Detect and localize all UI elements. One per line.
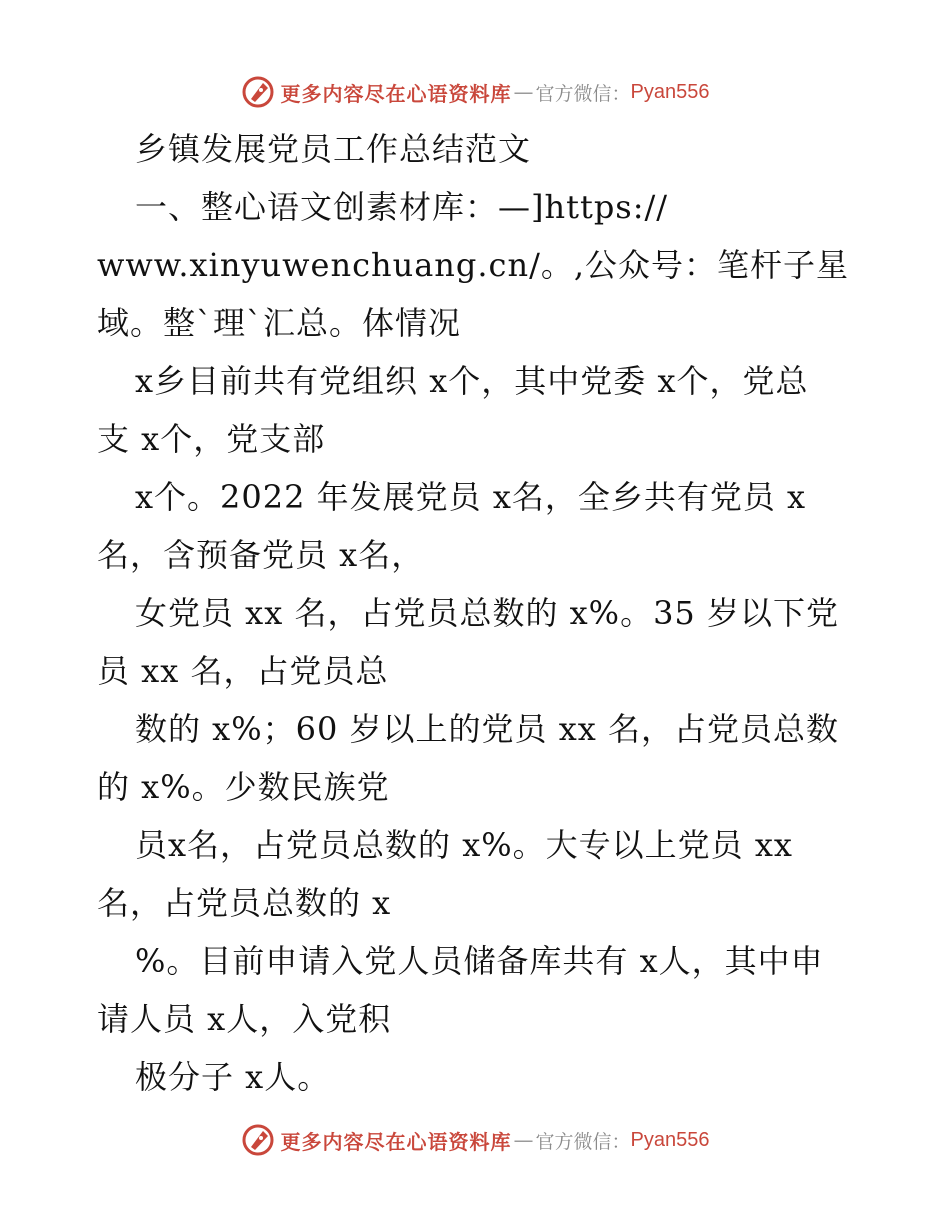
text-line: 名，占党员总数的 x [97, 884, 392, 922]
text-line: 员 xx 名，占党员总 [97, 652, 389, 690]
pen-nib-logo-icon [241, 75, 277, 109]
banner-wechat-id: Pyan556 [630, 80, 710, 103]
text-line: 数的 x%；60 岁以上的党员 xx 名，占党员总数 [135, 710, 839, 748]
text-line: x乡目前共有党组织 x个，其中党委 x个，党总 [135, 362, 809, 400]
banner-dash: — [513, 1128, 534, 1152]
text-line: 一、整心语文创素材库：—]https:// [135, 188, 669, 226]
text-line: 域。整`理`汇总。体情况 [97, 304, 462, 342]
banner-brand-text: 更多内容尽在心语资料库 [280, 81, 512, 106]
text-line: 请人员 x人，入党积 [97, 1000, 392, 1038]
text-line: %。目前申请入党人员储备库共有 x人，其中申 [135, 942, 824, 980]
banner-wechat-label: 官方微信： [535, 1130, 631, 1153]
banner-wechat-id: Pyan556 [630, 1128, 710, 1151]
footer-banner [0, 1120, 950, 1160]
pen-nib-logo-icon [241, 1123, 277, 1157]
banner-wechat-label: 官方微信： [535, 82, 631, 105]
text-line: 名，含预备党员 x名， [97, 536, 425, 574]
text-line: www.xinyuwenchuang.cn/。,公众号：笔杆子星 [97, 246, 850, 284]
text-line: 员x名，占党员总数的 x%。大专以上党员 xx [135, 826, 793, 864]
text-line: 极分子 x人。 [135, 1058, 331, 1096]
header-banner [0, 72, 950, 112]
text-line: 的 x%。少数民族党 [97, 768, 390, 806]
banner-brand-text: 更多内容尽在心语资料库 [280, 1129, 512, 1154]
document-title: 乡镇发展党员工作总结范文 [135, 130, 532, 168]
text-line: x个。2022 年发展党员 x名，全乡共有党员 x [135, 478, 807, 516]
banner-dash: — [513, 80, 534, 104]
text-line: 女党员 xx 名，占党员总数的 x%。35 岁以下党 [135, 594, 839, 632]
document-body [97, 120, 857, 1106]
text-line: 支 x个，党支部 [97, 420, 326, 458]
